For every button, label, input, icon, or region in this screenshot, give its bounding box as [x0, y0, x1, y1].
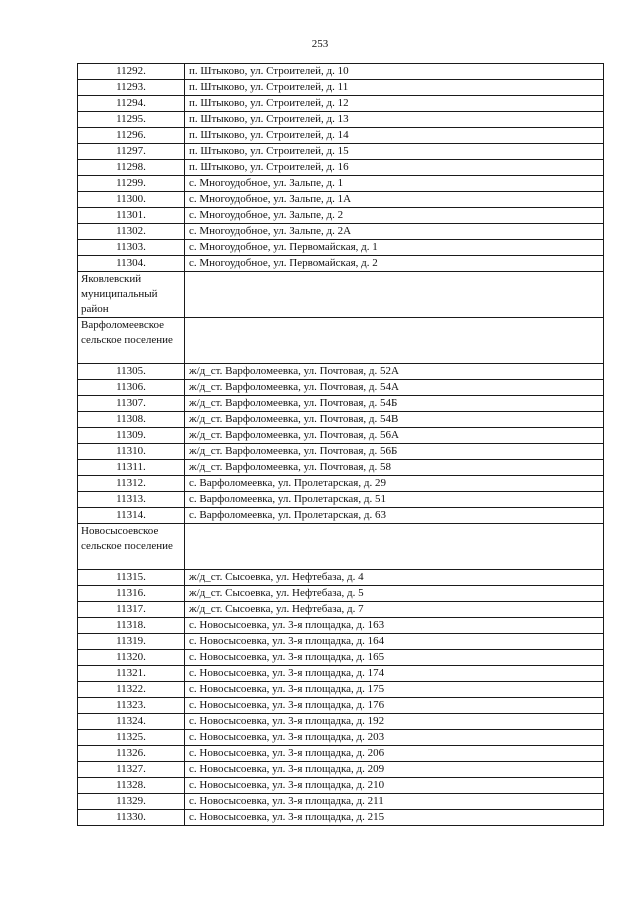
- row-number: 11322.: [78, 682, 185, 698]
- row-number: 11299.: [78, 176, 185, 192]
- row-address: с. Новосысоевка, ул. 3-я площадка, д. 175: [185, 682, 604, 698]
- row-address: п. Штыково, ул. Строителей, д. 15: [185, 144, 604, 160]
- table-row: [78, 794, 604, 810]
- row-address: с. Новосысоевка, ул. 3-я площадка, д. 174: [185, 666, 604, 682]
- table-row: [78, 682, 604, 698]
- row-number: 11298.: [78, 160, 185, 176]
- table-row: [78, 618, 604, 634]
- row-number: 11297.: [78, 144, 185, 160]
- row-address: ж/д_ст. Варфоломеевка, ул. Почтовая, д. 58: [185, 460, 604, 476]
- section-header-empty-cell: [185, 318, 604, 364]
- row-address: ж/д_ст. Варфоломеевка, ул. Почтовая, д. 52А: [185, 364, 604, 380]
- table-row: [78, 714, 604, 730]
- table-row: [78, 96, 604, 112]
- table-row: [78, 746, 604, 762]
- row-address: с. Многоудобное, ул. Первомайская, д. 1: [185, 240, 604, 256]
- table-row: [78, 80, 604, 96]
- table-row: [78, 192, 604, 208]
- table-row: [78, 240, 604, 256]
- row-address: с. Новосысоевка, ул. 3-я площадка, д. 209: [185, 762, 604, 778]
- table-row: [78, 224, 604, 240]
- table-row: [78, 586, 604, 602]
- table-row: [78, 666, 604, 682]
- row-address: с. Многоудобное, ул. Первомайская, д. 2: [185, 256, 604, 272]
- table-row: [78, 698, 604, 714]
- row-number: 11304.: [78, 256, 185, 272]
- table-row: [78, 256, 604, 272]
- table-row: [78, 762, 604, 778]
- row-address: с. Новосысоевка, ул. 3-я площадка, д. 163: [185, 618, 604, 634]
- row-number: 11330.: [78, 810, 185, 826]
- section-header-empty-cell: [185, 272, 604, 318]
- row-number: 11294.: [78, 96, 185, 112]
- row-number: 11323.: [78, 698, 185, 714]
- table-row: [78, 128, 604, 144]
- row-address: ж/д_ст. Варфоломеевка, ул. Почтовая, д. 54А: [185, 380, 604, 396]
- address-table: [77, 63, 604, 826]
- row-number: 11312.: [78, 476, 185, 492]
- row-number: 11320.: [78, 650, 185, 666]
- section-header-empty-cell: [185, 524, 604, 570]
- row-address: с. Новосысоевка, ул. 3-я площадка, д. 210: [185, 778, 604, 794]
- table-row: [78, 634, 604, 650]
- row-address: с. Новосысоевка, ул. 3-я площадка, д. 165: [185, 650, 604, 666]
- row-address: с. Новосысоевка, ул. 3-я площадка, д. 192: [185, 714, 604, 730]
- table-row: [78, 144, 604, 160]
- table-row: [78, 460, 604, 476]
- row-number: 11328.: [78, 778, 185, 794]
- row-address: с. Новосысоевка, ул. 3-я площадка, д. 215: [185, 810, 604, 826]
- table-row: [78, 396, 604, 412]
- table-row: [78, 650, 604, 666]
- row-address: ж/д_ст. Варфоломеевка, ул. Почтовая, д. 54Б: [185, 396, 604, 412]
- row-number: 11324.: [78, 714, 185, 730]
- row-number: 11314.: [78, 508, 185, 524]
- table-row: [78, 492, 604, 508]
- table-row: [78, 476, 604, 492]
- table-row: [78, 730, 604, 746]
- table-row: [78, 778, 604, 794]
- row-address: ж/д_ст. Варфоломеевка, ул. Почтовая, д. 56Б: [185, 444, 604, 460]
- row-number: 11301.: [78, 208, 185, 224]
- row-address: с. Новосысоевка, ул. 3-я площадка, д. 211: [185, 794, 604, 810]
- row-address: п. Штыково, ул. Строителей, д. 13: [185, 112, 604, 128]
- page-number: 253: [311, 38, 329, 50]
- row-address: с. Новосысоевка, ул. 3-я площадка, д. 176: [185, 698, 604, 714]
- row-address: п. Штыково, ул. Строителей, д. 14: [185, 128, 604, 144]
- row-address: с. Варфоломеевка, ул. Пролетарская, д. 51: [185, 492, 604, 508]
- row-address: п. Штыково, ул. Строителей, д. 12: [185, 96, 604, 112]
- table-row: [78, 112, 604, 128]
- section-header-label: Новосысоевское сельское поселение: [78, 524, 185, 570]
- table-row: [78, 570, 604, 586]
- table-row: [78, 208, 604, 224]
- row-address: п. Штыково, ул. Строителей, д. 10: [185, 64, 604, 80]
- row-number: 11317.: [78, 602, 185, 618]
- row-address: ж/д_ст. Варфоломеевка, ул. Почтовая, д. 54В: [185, 412, 604, 428]
- row-address: ж/д_ст. Сысоевка, ул. Нефтебаза, д. 5: [185, 586, 604, 602]
- section-header-row: [78, 524, 604, 570]
- row-number: 11326.: [78, 746, 185, 762]
- row-number: 11300.: [78, 192, 185, 208]
- table-row: [78, 380, 604, 396]
- row-address: с. Многоудобное, ул. Зальпе, д. 1А: [185, 192, 604, 208]
- row-number: 11315.: [78, 570, 185, 586]
- table-row: [78, 176, 604, 192]
- address-table-body: [78, 64, 604, 826]
- row-address: ж/д_ст. Варфоломеевка, ул. Почтовая, д. 56А: [185, 428, 604, 444]
- row-address: с. Варфоломеевка, ул. Пролетарская, д. 63: [185, 508, 604, 524]
- row-number: 11309.: [78, 428, 185, 444]
- row-number: 11292.: [78, 64, 185, 80]
- row-number: 11293.: [78, 80, 185, 96]
- row-number: 11313.: [78, 492, 185, 508]
- row-number: 11310.: [78, 444, 185, 460]
- row-number: 11327.: [78, 762, 185, 778]
- table-row: [78, 160, 604, 176]
- row-number: 11296.: [78, 128, 185, 144]
- table-row: [78, 602, 604, 618]
- table-row: [78, 364, 604, 380]
- row-address: с. Новосысоевка, ул. 3-я площадка, д. 206: [185, 746, 604, 762]
- table-row: [78, 412, 604, 428]
- row-address: с. Многоудобное, ул. Зальпе, д. 2: [185, 208, 604, 224]
- row-address: ж/д_ст. Сысоевка, ул. Нефтебаза, д. 4: [185, 570, 604, 586]
- row-number: 11295.: [78, 112, 185, 128]
- row-address: с. Многоудобное, ул. Зальпе, д. 1: [185, 176, 604, 192]
- row-number: 11307.: [78, 396, 185, 412]
- row-address: с. Многоудобное, ул. Зальпе, д. 2А: [185, 224, 604, 240]
- table-row: [78, 64, 604, 80]
- row-number: 11318.: [78, 618, 185, 634]
- row-number: 11303.: [78, 240, 185, 256]
- row-number: 11306.: [78, 380, 185, 396]
- section-header-label: Варфоломеевское сельское поселение: [78, 318, 185, 364]
- row-number: 11319.: [78, 634, 185, 650]
- table-row: [78, 810, 604, 826]
- row-number: 11302.: [78, 224, 185, 240]
- row-number: 11308.: [78, 412, 185, 428]
- table-row: [78, 444, 604, 460]
- section-header-row: [78, 272, 604, 318]
- row-address: с. Варфоломеевка, ул. Пролетарская, д. 29: [185, 476, 604, 492]
- row-number: 11311.: [78, 460, 185, 476]
- row-number: 11316.: [78, 586, 185, 602]
- row-number: 11329.: [78, 794, 185, 810]
- section-header-row: [78, 318, 604, 364]
- row-number: 11325.: [78, 730, 185, 746]
- row-number: 11305.: [78, 364, 185, 380]
- table-row: [78, 428, 604, 444]
- table-row: [78, 508, 604, 524]
- row-address: с. Новосысоевка, ул. 3-я площадка, д. 164: [185, 634, 604, 650]
- row-address: с. Новосысоевка, ул. 3-я площадка, д. 203: [185, 730, 604, 746]
- row-number: 11321.: [78, 666, 185, 682]
- section-header-label: Яковлевский муниципальный район: [78, 272, 185, 318]
- row-address: ж/д_ст. Сысоевка, ул. Нефтебаза, д. 7: [185, 602, 604, 618]
- row-address: п. Штыково, ул. Строителей, д. 11: [185, 80, 604, 96]
- row-address: п. Штыково, ул. Строителей, д. 16: [185, 160, 604, 176]
